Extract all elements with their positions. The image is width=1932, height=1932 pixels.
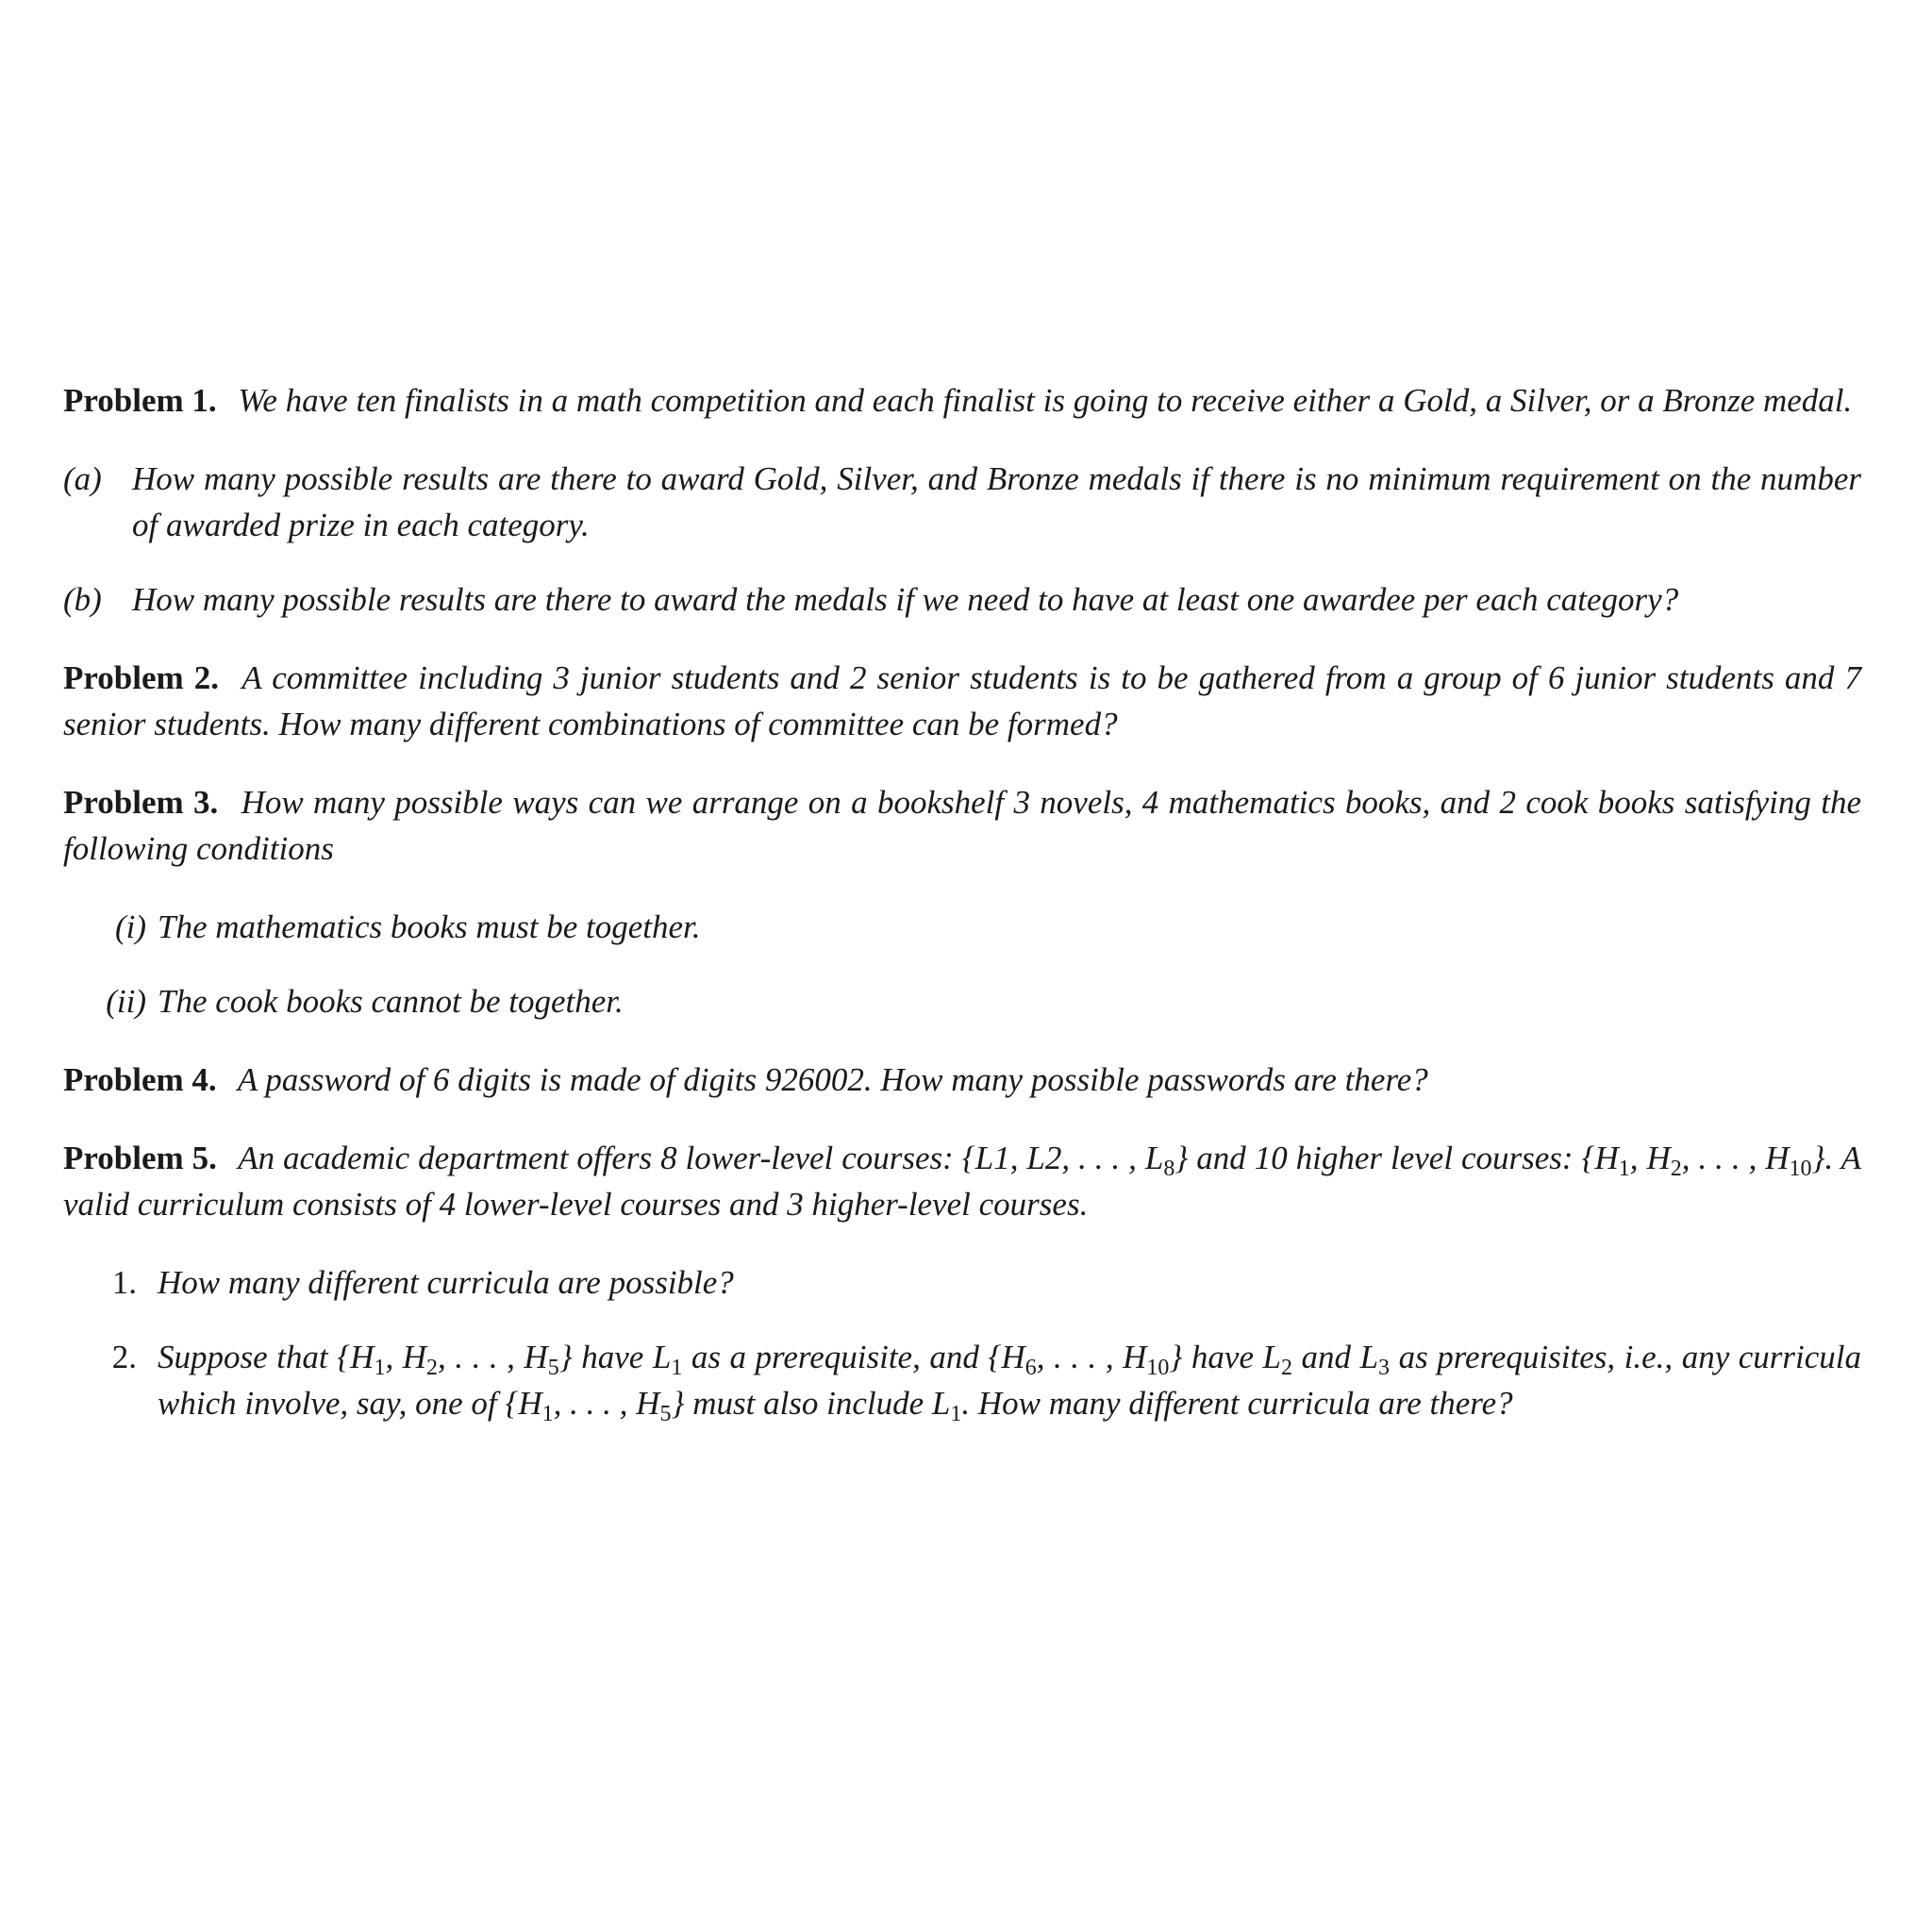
problem-5: [63, 1135, 1861, 1227]
problem-5-question-1: [63, 1259, 1861, 1306]
problem-set: [63, 377, 1861, 1458]
question-label: 2.: [111, 1339, 137, 1375]
question-text: Suppose that {$H_1$, $H_2$, . . . , $H_5$} have $L_1$ as a prerequisite, and {$H_6$, . . . , $H_{10}$} have $L_2$ and $L_3$ as prerequisites, i.e., any curricula which involve, say, one of {$H_1$, . . . , $H_5$} must also include $L_1$. How many different curricula are there?: [158, 1339, 1862, 1426]
problem-1: [63, 377, 1861, 424]
problem-1-label: Problem 1.: [63, 382, 217, 419]
problem-4: [63, 1057, 1861, 1103]
part-label: (a): [63, 460, 102, 497]
problem-3-label: Problem 3.: [63, 784, 219, 821]
condition-label: (i): [114, 908, 146, 945]
problem-5-label: Problem 5.: [63, 1140, 217, 1176]
condition-text: The mathematics books must be together.: [158, 908, 701, 945]
problem-4-label: Problem 4.: [63, 1061, 217, 1098]
problem-5-text: An academic department offers 8 lower-level courses: {L1, L2, . . . , $L_8$} and 10 higher level courses: {$H_1$, $H_2$, . . . , $H_{10}$}. A valid curriculum consists of 4 lower-level courses and 3 higher-level courses.: [63, 1140, 1861, 1223]
part-text: How many possible results are there to award the medals if we need to have at least one awardee per each category?: [132, 581, 1679, 618]
problem-1-part-b: [63, 576, 1861, 623]
problem-4-text: A password of 6 digits is made of digits 926002. How many possible passwords are there?: [237, 1061, 1428, 1098]
problem-3-condition-ii: [63, 978, 1861, 1024]
part-label: (b): [63, 581, 102, 618]
question-label: 1.: [111, 1264, 137, 1301]
condition-label: (ii): [106, 983, 146, 1020]
problem-2-text: A committee including 3 junior students and 2 senior students is to be gathered from a group of 6 junior students and 7 senior students. How many different combinations of committee can be formed?: [63, 659, 1861, 742]
problem-3-conditions: [63, 904, 1861, 1024]
problem-2: [63, 655, 1861, 747]
problem-1-part-a: [63, 456, 1861, 548]
problem-3-text: How many possible ways can we arrange on a bookshelf 3 novels, 4 mathematics books, and 2 cook books satisfying the following conditions: [63, 784, 1861, 867]
problem-5-question-2: [63, 1334, 1861, 1426]
problem-1-parts: [63, 456, 1861, 623]
problem-2-label: Problem 2.: [63, 659, 219, 696]
problem-3-condition-i: [63, 904, 1861, 950]
problem-5-questions: [63, 1259, 1861, 1426]
problem-1-text: We have ten finalists in a math competition and each finalist is going to receive either a Gold, a Silver, or a Bronze medal.: [238, 382, 1853, 419]
condition-text: The cook books cannot be together.: [158, 983, 624, 1020]
problem-3: [63, 779, 1861, 872]
question-text: How many different curricula are possible?: [158, 1264, 734, 1301]
part-text: How many possible results are there to award Gold, Silver, and Bronze medals if there is no minimum requirement on the number of awarded prize in each category.: [132, 460, 1861, 543]
